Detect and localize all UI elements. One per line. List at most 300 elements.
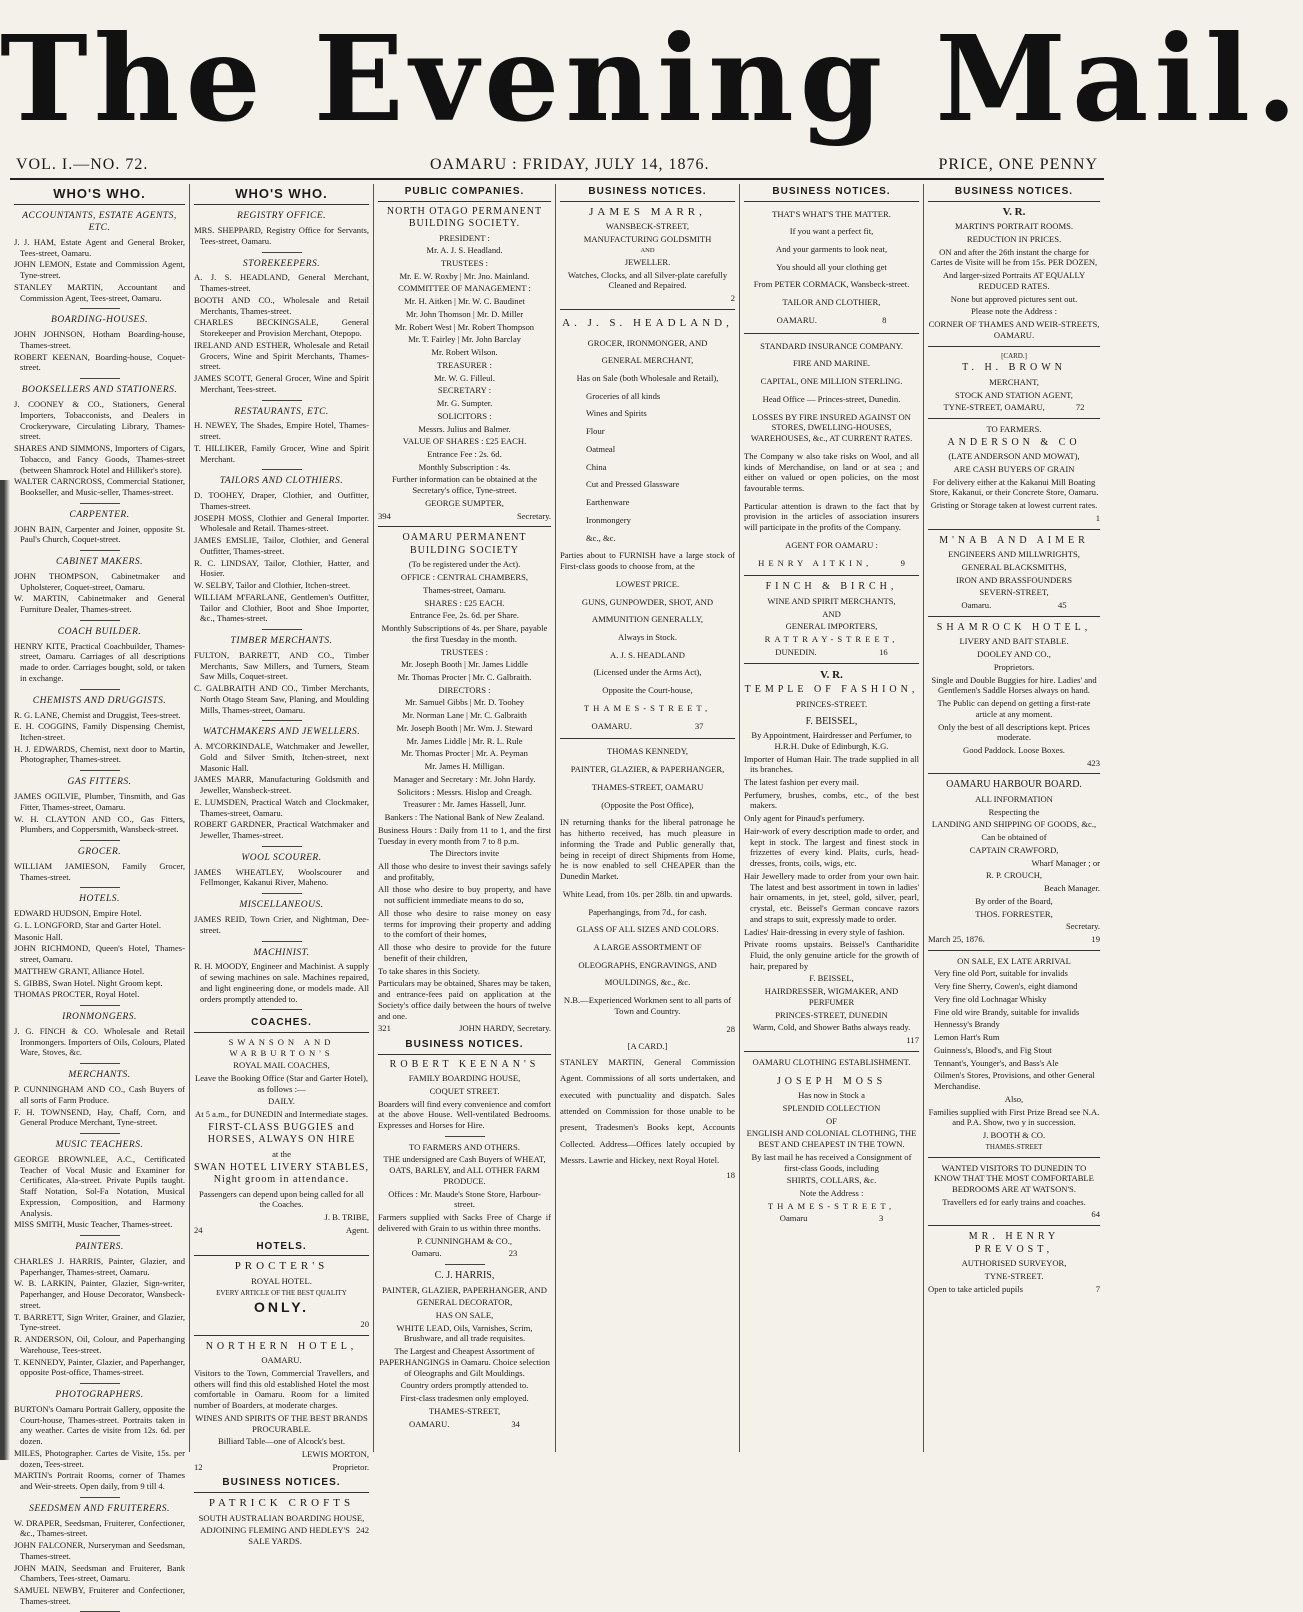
directory-entry: R. H. MOODY, Engineer and Machinist. A supply of sewing machines on sale. Machines repaired, and light engineering done, or models made. All orders promptly attended to. <box>194 961 369 1004</box>
ad-line: THE undersigned are Cash Buyers of WHEAT, OATS, BARLEY, and ALL OTHER FARM PRODUCE. <box>383 1154 546 1186</box>
ad-line: Mr. W. G. Filleul. <box>434 372 495 383</box>
section-title: TAILORS AND CLOTHIERS. <box>219 476 344 487</box>
ad-line: WHITE LEAD, Oils, Varnishes, Scrim, Brushware, and all trade requisites. <box>396 1322 533 1344</box>
ad-signature: HENRY AITKIN, <box>758 557 873 568</box>
ad-title: ANDERSON & CO <box>947 436 1081 448</box>
list-item: Mr. James H. Milligan. <box>424 761 505 772</box>
directory-entry: MRS. SHEPPARD, Registry Office for Servants, Tees-street, Oamaru. <box>194 225 369 246</box>
section-title: CHEMISTS AND DRUGGISTS. <box>32 695 167 706</box>
ad-line: Mr. G. Sumpter. <box>436 398 493 409</box>
ad-line: Always in Stock. <box>618 632 677 643</box>
ad-line: AGENT FOR OAMARU : <box>785 539 878 550</box>
ad-line: OLEOGRAPHS, ENGRAVINGS, AND <box>578 959 717 970</box>
ad-line: Messrs. Julius and Balmer. <box>418 423 511 434</box>
cormack-ad <box>744 209 919 326</box>
ad-place: Oamaru <box>779 1213 808 1224</box>
list-item: Mr. H. Aitken | Mr. W. C. Baudinet <box>404 296 525 307</box>
ad-line: Note the Address : <box>799 1187 864 1198</box>
directory-entry: A. M'CORKINDALE, Watchmaker and Jeweller, Gold and Silver Smith, Itchen-street, next Masonic Hall. <box>194 741 369 773</box>
ad-line: STOCK AND STATION AGENT, <box>955 389 1073 400</box>
directory-entry: JAMES OGILVIE, Plumber, Tinsmith, and Gas Fitter, Thames-street, Oamaru. <box>14 791 185 812</box>
mnab-ad <box>928 535 1100 611</box>
list-item: Ladies' Hair-dressing in every style of fashion. <box>744 926 905 937</box>
ad-number: 8 <box>882 314 887 325</box>
section-title: PAINTERS. <box>75 1242 124 1253</box>
directory-entry: R. C. LINDSAY, Tailor, Clothier, Hatter, and Hosier. <box>194 557 369 579</box>
ad-line: Also, <box>1004 1093 1024 1104</box>
list-item: Mr. Robert West | Mr. Robert Thompson <box>394 321 535 332</box>
directory-entry: FULTON, BARRETT, AND CO., Timber Merchants, Saw Millers, and Turners, Steam Saw Mills, Coquet-street. <box>194 649 369 682</box>
ad-line: COQUET STREET. <box>429 1085 500 1096</box>
ad-line: JEWELLER. <box>624 256 671 267</box>
list-item: You should all your clothing get <box>776 261 887 272</box>
ad-place: DUNEDIN. <box>775 646 817 657</box>
section-title: BOOKSELLERS AND STATIONERS. <box>21 385 178 396</box>
ad-line: SOUTH AUSTRALIAN BOARDING HOUSE, <box>198 1512 365 1523</box>
ad-role: Secretary. <box>1065 921 1100 932</box>
ad-line: By order of the Board, <box>975 895 1053 906</box>
list-item: To take shares in this Society. <box>378 965 480 976</box>
kennedy-ad <box>560 746 735 1034</box>
ad-line: MERCHANT, <box>989 376 1039 387</box>
ad-line: THAMES-STREET, OAMARU <box>591 781 704 792</box>
goods-list <box>560 391 735 544</box>
ad-number: 9 <box>900 557 905 568</box>
list-item: &c., &c. <box>586 532 616 543</box>
directory-entry: T. KENNEDY, Painter, Glazier, and Paperhanger, opposite Post-office, Thames-street. <box>14 1356 185 1378</box>
list-item: Ironmongery <box>586 514 631 525</box>
ad-line: Watches, Clocks, and all Silver-plate carefully Cleaned and Repaired. <box>567 269 728 291</box>
booth-ad <box>928 956 1100 1152</box>
ad-line: LANDING AND SHIPPING OF GOODS, &c., <box>931 819 1097 830</box>
column-heading: BUSINESS NOTICES. <box>744 184 919 202</box>
list-item: Oilmen's Stores, Provisions, and other General Merchandise. <box>934 1070 1095 1092</box>
brown-ad <box>928 352 1100 413</box>
directory-entry: JAMES WHEATLEY, Woolscourer and Fellmonger, Kakanui River, Maheno. <box>194 866 369 888</box>
ad-line: Has now in Stock a <box>798 1090 865 1101</box>
ad-label: [A CARD.] <box>627 1041 668 1052</box>
ad-label: SECRETARY : <box>437 385 492 396</box>
ad-line: Monthly Subscriptions of 4s. per Share, payable the first Tuesday in the month. <box>381 623 548 644</box>
prevost-ad <box>928 1231 1100 1294</box>
directory-entry: JAMES MARR, Manufacturing Goldsmith and Jeweller, Wansbeck-street. <box>194 774 369 796</box>
column-3 <box>374 184 556 1452</box>
ad-line: Offices : Mr. Maude's Stone Store, Harbour-street. <box>388 1188 541 1210</box>
moss-ad <box>744 1057 919 1224</box>
ad-line: WANSBECK-STREET, <box>605 221 690 232</box>
ad-line: None but approved pictures sent out. <box>950 293 1078 304</box>
ad-line: F. BEISSEL, <box>809 973 854 984</box>
directory-entry: W. SELBY, Tailor and Clothier, Itchen-street. <box>194 580 351 591</box>
ad-line: CORNER OF THAMES AND WEIR-STREETS, OAMARU. <box>928 319 1100 340</box>
ad-line: HAIRDRESSER, WIGMAKER, AND PERFUMER <box>764 986 899 1007</box>
north-otago-society <box>378 206 551 522</box>
directory-entry: CHARLES BECKINGSALE, General Storekeeper and Provision Merchant, Otepopo. <box>194 317 369 339</box>
ad-line: GENERAL DECORATOR, <box>416 1297 513 1308</box>
temple-of-fashion-ad <box>744 669 919 1046</box>
directory-entry: T. HILLIKER, Family Grocer, Wine and Spirit Merchant. <box>194 442 369 464</box>
ad-number: 2 <box>730 293 735 304</box>
ad-line: SHIRTS, COLLARS, &c. <box>786 1175 877 1186</box>
ad-line: RATTRAY-STREET, <box>764 634 899 645</box>
ad-line: Open to take articled pupils <box>928 1283 1023 1294</box>
ad-line: The Company w also take risks on Wool, and all kinds of Merchandise, on land or at sea ; and either on valued or open policies, on the most favourable terms. <box>744 450 919 493</box>
list-item: Mr. Thomas Procter | Mr. C. Galbraith. <box>397 672 532 682</box>
ad-title: THAT'S WHAT'S THE MATTER. <box>772 208 891 219</box>
list-item: Private rooms upstairs. Beissel's Cantharidite Fluid, the only genuine article for the growth of hair, prepared by <box>744 939 919 971</box>
directory-entry: CHARLES J. HARRIS, Painter, Glazier, and Paperhanger, Thames-street, Oamaru. <box>14 1255 185 1277</box>
ad-title: PATRICK CROFTS <box>208 1496 355 1509</box>
ad-number: 45 <box>1058 600 1067 611</box>
directory-entry: STANLEY MARTIN, Accountant and Commission Agent, Tees-street, Oamaru. <box>14 281 185 303</box>
directory-entry: MARTIN's Portrait Rooms, corner of Thames and Weir-streets. Open daily, from 9 till 4. <box>14 1470 185 1491</box>
ad-title: OAMARU CLOTHING ESTABLISHMENT. <box>752 1056 911 1067</box>
section-title: HOTELS. <box>79 894 120 905</box>
ad-line: By last mail he has received a Consignment of first-class Goods, including <box>751 1151 912 1173</box>
ad-line: THAMES-STREET, <box>583 702 712 713</box>
column-4 <box>556 184 740 1452</box>
ad-line: Particular attention is drawn to the fact that by provision in the articles of association insurers will participate in the profits of the Company. <box>744 500 919 533</box>
directory-entry: Masonic Hall. <box>14 931 63 942</box>
ad-number: 20 <box>360 1318 369 1329</box>
ad-line: Families supplied with First Prize Bread see N.A. and P.A. Show, two y in succession. <box>928 1106 1100 1128</box>
directory-entry: WILLIAM M'FARLANE, Gentlemen's Outfitter, Tailor and Clothier, Boot and Shoe Importer, &c., Thames-street. <box>194 591 369 624</box>
list-item: All those who desire to invest their savings safely and profitably, <box>378 861 551 882</box>
directory-entry: WALTER CARNCROSS, Commercial Stationer, Bookseller, and Music-seller, Thames-street. <box>14 476 185 497</box>
ad-signature: JOHN HARDY, Secretary. <box>459 1023 551 1034</box>
list-item: Hair-work of every description made to order, and kept in stock. The largest and finest stock in frizzettes of every kind. Plaits, curls, head-dresses, fronts, coils, wigs, etc. <box>744 825 919 869</box>
directory-entry: E. LUMSDEN, Practical Watch and Clockmaker, Thames-street, Oamaru. <box>194 796 369 818</box>
ad-number: 7 <box>1095 1283 1100 1294</box>
ad-line: TAILOR AND CLOTHIER, <box>782 297 881 308</box>
directory-entry: P. CUNNINGHAM AND CO., Cash Buyers of all sorts of Farm Produce. <box>14 1084 185 1105</box>
ad-line: (Licensed under the Arms Act), <box>593 667 702 678</box>
ad-line: AMMUNITION GENERALLY, <box>591 614 704 625</box>
ad-line: Entrance Fee : 2s. 6d. <box>427 448 502 459</box>
ad-line: Farmers supplied with Sacks Free of Charge if delivered with Grain to us within three months. <box>378 1212 551 1233</box>
ad-place: OAMARU. <box>591 720 632 731</box>
coaches-heading: COACHES. <box>194 1015 369 1033</box>
ad-line: (LATE ANDERSON AND MOWAT), <box>948 451 1080 462</box>
headland-ad <box>560 317 735 732</box>
ad-title: MR. HENRY PREVOST, <box>968 1231 1060 1255</box>
list-item: Mr. Norman Lane | Mr. C. Galbraith <box>402 710 527 721</box>
ad-signature: P. CUNNINGHAM & CO., <box>416 1235 513 1246</box>
ad-line: (Opposite the Post Office), <box>601 799 694 810</box>
section-title: MUSIC TEACHERS. <box>55 1140 144 1151</box>
directory-entry: H. NEWEY, The Shades, Empire Hotel, Thames-street. <box>194 420 369 442</box>
directory-entry: C. GALBRAITH AND CO., Timber Merchants, North Otago Steam Saw, Planing, and Moulding Mills, Thames-street, Oamaru. <box>194 683 369 715</box>
list-item: Very fine old Lochnagar Whisky <box>934 993 1047 1004</box>
ad-line: Parties about to FURNISH have a large stock of First-class goods to choose from, at the <box>560 550 735 572</box>
procters-ad <box>194 1260 369 1329</box>
directory-entry: BOOTH AND CO., Wholesale and Retail Merchants, Thames-street. <box>194 294 369 316</box>
ad-line: SEVERN-STREET, <box>979 587 1049 598</box>
ad-line: Can be obtained of <box>981 832 1047 843</box>
list-item: Groceries of all kinds <box>586 390 661 401</box>
directory-entry: JAMES SCOTT, General Grocer, Wine and Spirit Merchant, Tees-street. <box>194 373 369 394</box>
ad-line: TYNE-STREET. <box>984 1270 1044 1281</box>
ad-label: COMMITTEE OF MANAGEMENT : <box>398 283 531 294</box>
ad-line: JOSEPH MOSS <box>776 1075 887 1087</box>
directory-entry: W. MARTIN, Cabinetmaker and General Furniture Dealer, Thames-street. <box>14 593 185 615</box>
ad-place: OAMARU. <box>409 1418 450 1429</box>
section-title: WOOL SCOURER. <box>241 852 322 863</box>
ad-number: 23 <box>508 1248 518 1259</box>
list-item: Fine old wire Brandy, suitable for invalids <box>934 1006 1080 1017</box>
ad-line: PAINTER, GLAZIER, & PAPERHANGER, <box>570 764 725 775</box>
ad-title: THOMAS KENNEDY, <box>606 746 688 757</box>
list-item: Mr. Samuel Gibbs | Mr. D. Toohey <box>404 697 525 708</box>
directory-entry: R. G. LANE, Chemist and Druggist, Tees-street. <box>14 709 181 720</box>
ad-line: GENERAL MERCHANT, <box>601 355 694 366</box>
ad-line: Only the best of all descriptions kept. Prices moderate. <box>938 721 1090 743</box>
ad-line: CAPITAL, ONE MILLION STERLING. <box>760 376 903 387</box>
ad-line: OFFICE : CENTRAL CHAMBERS, <box>400 572 529 583</box>
ad-number: 37 <box>694 720 704 731</box>
ad-line: ALL INFORMATION <box>975 793 1053 804</box>
section-title: SEEDSMEN AND FRUITERERS. <box>29 1503 170 1514</box>
ad-title: JAMES MARR, <box>589 205 706 218</box>
ad-number: 16 <box>879 646 888 657</box>
ad-line: GROCER, IRONMONGER, AND <box>587 337 708 348</box>
ad-line: The Largest and Cheapest Assortment of PAPERHANGINGS in Oamaru. Choice selection of Oleographs and Gilt Mouldings. <box>379 1346 550 1378</box>
ad-line: PAINTER, GLAZIER, PAPERHANGER, AND <box>381 1284 548 1295</box>
harbour-board-ad <box>928 779 1100 944</box>
ad-line: Further information can be obtained at the Secretary's office, Tyne-street. <box>391 474 538 496</box>
ad-number: 394 <box>378 510 391 521</box>
ad-role: Proprietor. <box>332 1461 369 1472</box>
section-title: MERCHANTS. <box>68 1070 131 1081</box>
ad-title: SWANSON AND WARBURTON'S <box>228 1036 335 1058</box>
directory-entry: D. TOOHEY, Draper, Clothier, and Outfitter, Thames-street. <box>194 490 369 511</box>
ad-line: Mr. A. J. S. Headland. <box>426 245 503 256</box>
list-item: All those who desire to provide for the future benefit of their children, <box>378 942 551 963</box>
ad-number: 117 <box>906 1035 919 1046</box>
directory-entry: JOHN MAIN, Seedsman and Fruiterer, Bank Chambers, Tees-street, Oamaru. <box>14 1562 185 1584</box>
ad-label: DIRECTORS : <box>438 684 491 695</box>
ad-number: 242 <box>356 1525 369 1536</box>
ad-line: LOSSES BY FIRE INSURED AGAINST ON STORES, DWELLING-HOUSES, WAREHOUSES, &c., AT CURRENT RATES. <box>750 411 913 444</box>
ad-label: TRUSTEES : <box>440 646 489 657</box>
section-title: STOREKEEPERS. <box>242 258 321 269</box>
directory-entry: IRELAND AND ESTHER, Wholesale and Retail Grocers, Wine and Spirit Merchants, Thames-street. <box>194 339 369 372</box>
ad-signature: LEWIS MORTON, <box>301 1448 369 1459</box>
harris-ad <box>378 1270 551 1429</box>
ad-line: TYNE-STREET, OAMARU, <box>943 402 1045 413</box>
ad-number: 34 <box>511 1418 520 1429</box>
directory-entry: JOHN JOHNSON, Hotham Boarding-house, Thames-street. <box>14 329 185 351</box>
ad-line: THAMES-STREET <box>985 1142 1043 1151</box>
ad-line: OF <box>826 1115 837 1126</box>
ad-line: ARE CASH BUYERS OF GRAIN <box>953 464 1075 475</box>
ad-line: The Directors invite <box>429 848 500 859</box>
ad-number: 19 <box>1091 934 1100 945</box>
ad-title: MARTIN'S PORTRAIT ROOMS. <box>954 221 1074 232</box>
ad-date: March 25, 1876. <box>928 934 985 945</box>
martins-portrait-ad <box>928 206 1100 341</box>
section-title: RESTAURANTS, ETC. <box>234 406 329 417</box>
ad-line: Wharf Manager ; or <box>1031 857 1100 868</box>
list-item: Mr. T. Fairley | Mr. John Barclay <box>408 334 521 345</box>
list-item: From PETER CORMACK, Wansbeck-street. <box>753 279 910 290</box>
watson-ad <box>928 1163 1100 1221</box>
ad-line: ROYAL MAIL COACHES, <box>233 1060 330 1071</box>
ad-line: GENERAL BLACKSMITHS, <box>961 561 1067 572</box>
ad-line: Solicitors : Messrs. Hislop and Creagh. <box>397 786 532 797</box>
list-item: Lemon Hart's Rum <box>934 1032 1000 1043</box>
ad-line: ON and after the 26th instant the charge for Cartes de Visite will be from 15s. PER DOZEN, <box>930 246 1098 268</box>
ad-line: Good Paddock. Loose Boxes. <box>963 744 1065 755</box>
section-title: BOARDING-HOUSES. <box>51 315 148 326</box>
ad-line: IN returning thanks for the liberal patronage he has hitherto received, has much pleasure in informing the Trade and Public generally that, being in receipt of direct Shipments from Home, he is now enabled to sell CHEAPER than the Dunedin Market. <box>560 817 735 882</box>
farmers-ad <box>378 1142 551 1259</box>
ad-line: Entrance Fee, 2s. 6d. per Share. <box>409 610 520 621</box>
invite-list <box>378 861 551 976</box>
ad-line: Passengers can depend upon being called for all the Coaches. <box>199 1188 364 1210</box>
section-title: CARPENTER. <box>69 509 130 520</box>
list-item: All those who desire to raise money on easy terms for improving their property and adding to the comfort of their homes, <box>378 907 551 940</box>
directory-entry: H. J. EDWARDS, Chemist, next door to Martin, Photographer, Thames-street. <box>14 743 185 765</box>
section-title: IRONMONGERS. <box>62 1012 137 1023</box>
ad-title: OAMARU HARBOUR BOARD. <box>946 779 1082 791</box>
column-heading: WHO'S WHO. <box>194 184 369 205</box>
directory-entry: JAMES REID, Town Crier, and Nightman, Dee-street. <box>194 914 369 935</box>
verse-lines <box>744 226 919 290</box>
ad-line: PRINCES-STREET. <box>795 698 868 709</box>
directory-entry: A. J. S. HEADLAND, General Merchant, Thames-street. <box>194 272 369 294</box>
ad-line: IRON AND BRASSFOUNDERS <box>955 574 1073 585</box>
ad-line: Manager and Secretary : Mr. John Hardy. <box>393 773 536 784</box>
list-item: Oatmeal <box>586 443 616 454</box>
section-title: GAS FITTERS. <box>67 777 132 788</box>
directory-entry: J. J. HAM, Estate Agent and General Broker, Tees-street, Oamaru. <box>14 237 185 258</box>
directory-entry: G. L. LONGFORD, Star and Garter Hotel. <box>14 919 162 930</box>
ad-line: HAS ON SALE, <box>435 1310 494 1321</box>
ad-line: First-class tradesmen only employed. <box>400 1393 529 1404</box>
ad-line: ROYAL HOTEL. <box>251 1275 312 1286</box>
ad-line: The Public can depend on getting a first-rate article at any moment. <box>937 698 1091 719</box>
ad-line: GLASS OF ALL SIZES AND COLORS. <box>576 924 719 935</box>
masthead-title: The Evening Mail. <box>0 9 1303 148</box>
column-heading: BUSINESS NOTICES. <box>928 184 1100 202</box>
directory-entry: J. COONEY & CO., Stationers, General Importers, Tobacconists, and Dealers in Crockeryware, Circulating Library, Thames-street. <box>14 399 185 442</box>
ad-line: DOOLEY AND CO., <box>977 649 1051 660</box>
ad-line: ENGINEERS AND MILLWRIGHTS, <box>948 549 1080 560</box>
ad-role: Agent. <box>345 1224 369 1235</box>
list-item: Very fine old Port, suitable for invalids <box>934 968 1068 979</box>
ad-line: White Lead, from 10s. per 28lb. tin and upwards. <box>562 888 733 899</box>
ad-title: OAMARU PERMANENT BUILDING SOCIETY <box>402 532 527 556</box>
services-list <box>744 754 919 972</box>
ad-signature: J. BOOTH & CO. <box>982 1130 1046 1141</box>
directory-entry: F. H. TOWNSEND, Hay, Chaff, Corn, and General Produce Merchant, Tyne-street. <box>14 1106 185 1128</box>
ad-line: Respecting the <box>988 806 1040 817</box>
ad-line: Treasurer : Mr. James Hassell, Junr. <box>403 799 526 810</box>
issue-price: PRICE, ONE PENNY <box>938 156 1098 173</box>
directory-entry: J. G. FINCH & CO. Wholesale and Retail Ironmongers. Importers of Oils, Colours, Plated Ware, Stoves, &c. <box>14 1026 185 1058</box>
ad-line: SHARES : £25 EACH. <box>424 597 505 608</box>
coaches-ad <box>194 1037 369 1236</box>
ad-line: Warm, Cold, and Shower Baths always ready. <box>752 1022 911 1033</box>
ad-line: Country orders promptly attended to. <box>400 1380 529 1391</box>
directory-entry: JOHN FALCONER, Nurseryman and Seedsman, Thames-street. <box>14 1540 185 1561</box>
column-1 <box>10 184 190 1606</box>
ad-label: TO FARMERS. <box>986 424 1042 435</box>
ad-signature: THOS. FORRESTER, <box>975 908 1053 919</box>
directory-entry: W. H. CLAYTON AND CO., Gas Fitters, Plumbers, and Coppersmith, Wansbeck-street. <box>14 813 185 835</box>
ad-title: ROBERT KEENAN'S <box>389 1058 540 1070</box>
ad-number: 423 <box>1087 757 1100 768</box>
ad-number: 28 <box>726 1023 735 1034</box>
list-item: If you want a perfect fit, <box>789 226 874 237</box>
ad-line: (To be registered under the Act). <box>408 559 521 570</box>
list-item: Mr. Joseph Booth | Mr. Wm. J. Steward <box>396 722 533 733</box>
ad-line: MOULDINGS, &c., &c. <box>604 977 691 988</box>
ad-line: Monthly Subscription : 4s. <box>418 461 511 472</box>
ad-title: C. J. HARRIS, <box>434 1270 495 1282</box>
ad-line: ONLY. <box>254 1299 309 1316</box>
section-title: MACHINIST. <box>253 947 310 958</box>
ad-title: TEMPLE OF FASHION, <box>744 684 919 696</box>
issue-date: OAMARU : FRIDAY, JULY 14, 1876. <box>430 156 710 173</box>
list-item: China <box>586 461 607 472</box>
list-item: Perfumery, brushes, combs, etc., of the best makers. <box>744 789 919 811</box>
ad-line: WINES AND SPIRITS OF THE BEST BRANDS PROCURABLE. <box>195 1412 368 1434</box>
ad-line: SWAN HOTEL LIVERY STABLES, Night groom in attendance. <box>194 1161 370 1186</box>
section-title: CABINET MAKERS. <box>55 557 144 568</box>
ad-line: DAILY. <box>268 1096 295 1107</box>
directory-entry: SHARES AND SIMMONS, Importers of Cigars, Tobacco, and Fancy Goods, Thames-street (between Shamrock Hotel and Hilliker's store). <box>14 443 185 475</box>
standard-insurance-ad <box>744 341 919 569</box>
ad-line: N.B.—Experienced Workmen sent to all parts of Town and Country. <box>563 995 732 1016</box>
directory-entry: JAMES EMSLIE, Tailor, Clothier, and General Outfitter, Thames-street. <box>194 535 369 556</box>
section-title: COACH BUILDER. <box>57 626 142 637</box>
ad-place: Oamaru. <box>961 600 992 611</box>
directory-entry: MILES, Photographer. Cartes de Visite, 15s. per dozen, Tees-street. <box>14 1447 185 1469</box>
ad-line: PRINCES-STREET, DUNEDIN <box>775 1009 888 1020</box>
ad-line: at the <box>272 1148 291 1159</box>
list-item: Mr. James Liddle | Mr. R. L. Rule <box>406 735 523 746</box>
hotels-heading: HOTELS. <box>194 1239 369 1257</box>
ad-line: Visitors to the Town, Commercial Travellers, and others will find this old established Hotel the most comfortable in Oamaru. Room for a limited number of Boarders, at moderate charges. <box>194 1367 369 1411</box>
list-item: Only agent for Pinaud's perfumery. <box>744 813 865 824</box>
ad-title: WANTED VISITORS TO DUNEDIN TO KNOW THAT THE MOST COMFORTABLE BEDROOMS ARE AT WATSON'S. <box>934 1162 1094 1194</box>
ad-number: 72 <box>1075 402 1085 413</box>
section-title: ACCOUNTANTS, ESTATE AGENTS, ETC. <box>22 211 177 234</box>
list-item: Mr. Thomas Procter | Mr. A. Peyman <box>401 748 528 759</box>
list-item: All those who desire to buy property, and have not sufficient immediate means to do so, <box>378 884 551 906</box>
ad-label: [CARD.] <box>1001 351 1027 360</box>
ad-line: Billiard Table—one of Alcock's best. <box>217 1436 346 1447</box>
martin-card <box>560 1041 735 1181</box>
finch-birch-ad <box>744 581 919 657</box>
ad-line: WINE AND SPIRIT MERCHANTS, <box>767 595 896 606</box>
ad-line: CAPTAIN CRAWFORD, <box>969 844 1059 855</box>
ad-line: Particulars may be obtained, Shares may be taken, and entrance-fees paid on application at the Society's office daily between the hours of twelve and one. <box>378 978 552 1021</box>
directory-entry: JOHN THOMPSON, Cabinetmaker and Upholsterer, Coquet-street, Oamaru. <box>14 570 185 592</box>
column-2 <box>190 184 374 1547</box>
list-item: The latest fashion per every mail. <box>744 776 860 787</box>
ad-line: REDUCTION IN PRICES. <box>966 233 1062 244</box>
ad-number: 321 <box>378 1023 391 1034</box>
goods-list <box>928 968 1100 1091</box>
ad-line: A. J. S. HEADLAND <box>610 649 685 660</box>
ad-place: OAMARU. <box>776 314 817 325</box>
volume-number: VOL. I.—NO. 72. <box>16 156 149 173</box>
section-title: TIMBER MERCHANTS. <box>230 636 333 647</box>
ad-line: Has on Sale (both Wholesale and Retail), <box>576 373 719 383</box>
